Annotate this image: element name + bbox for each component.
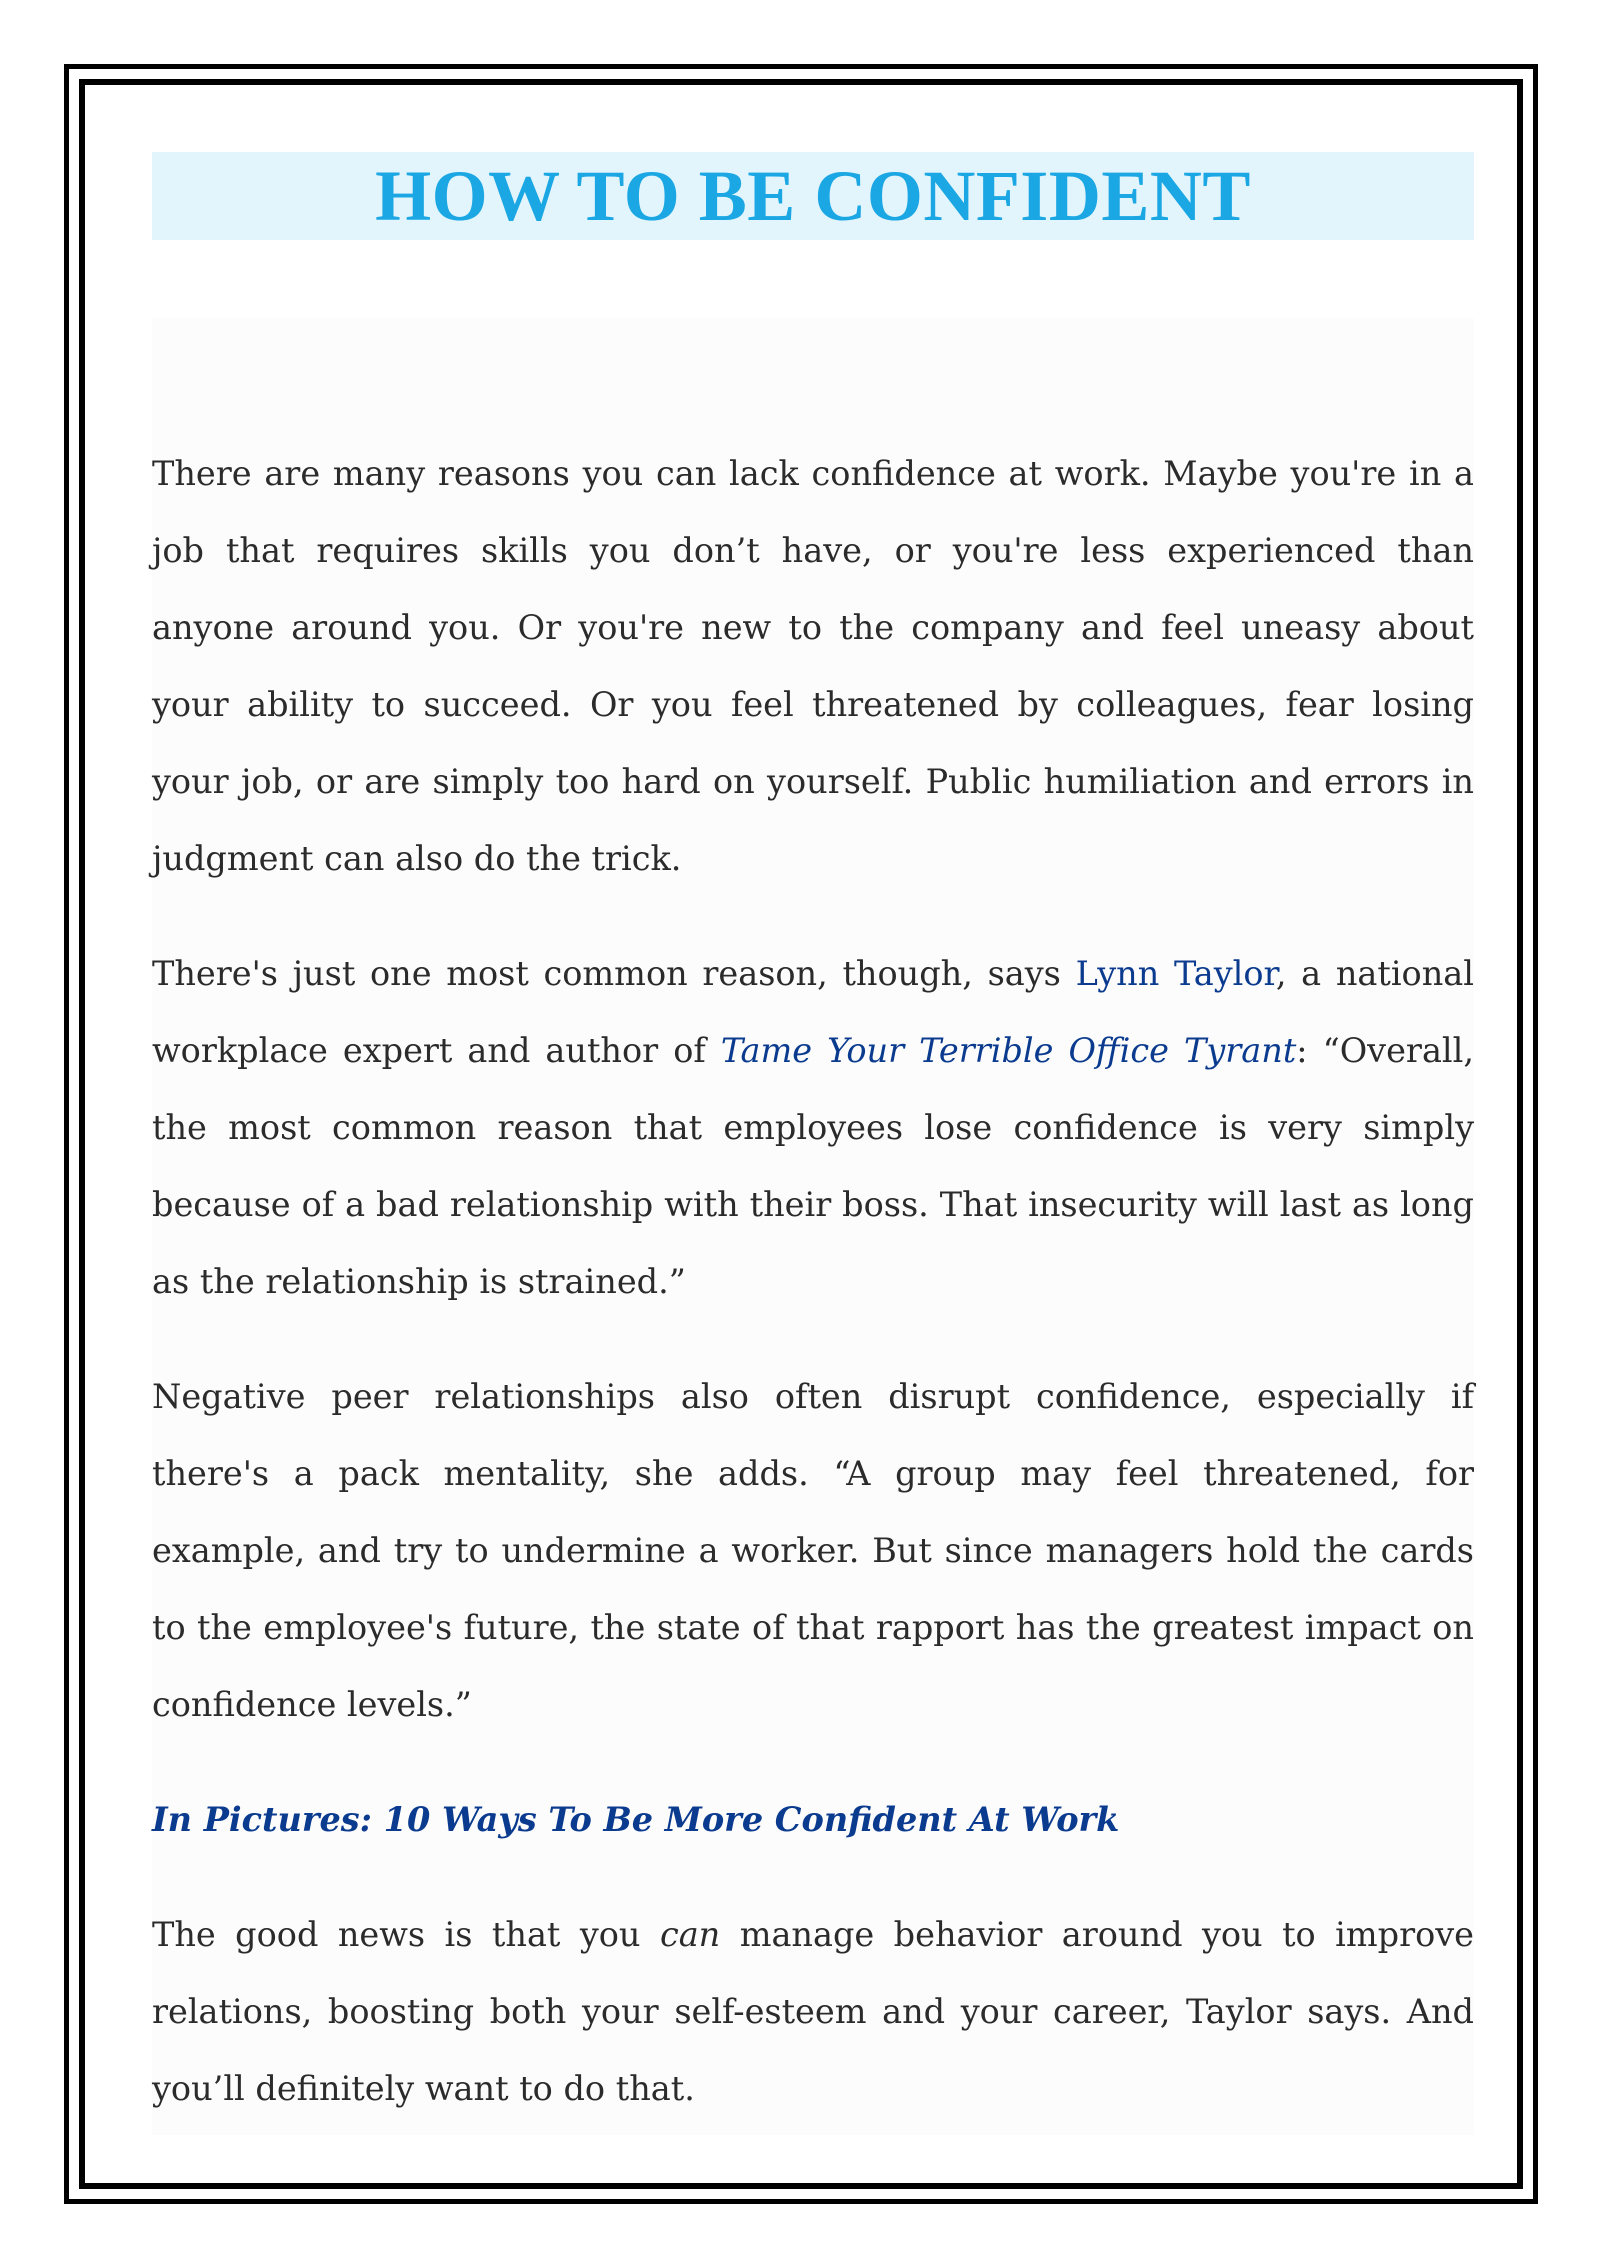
- paragraph-text: : “Overall, the most common reason that employees lose confidence is very simply because of a bad relationship with their boss. That insecurity will last as long as the relationship is strained.”: [152, 1031, 1474, 1301]
- lynn-taylor-link[interactable]: Lynn Taylor: [1075, 954, 1276, 993]
- emphasis-text: can: [659, 1915, 721, 1954]
- paragraph-text: There's just one most common reason, though, says: [152, 954, 1076, 993]
- paragraph-good-news: [152, 1896, 1474, 2127]
- paragraph-text: , a national workplace expert and author of: [152, 954, 1474, 1070]
- title-banner: [152, 152, 1474, 240]
- article-body: [152, 318, 1474, 2135]
- paragraph-text: The good news is that you: [152, 1915, 660, 1954]
- in-pictures-link[interactable]: In Pictures: 10 Ways To Be More Confident At Work: [152, 1800, 1120, 1839]
- paragraph-reasons: There are many reasons you can lack confidence at work. Maybe you're in a job that requires skills you don’t have, or you're less experienced than anyone around you. Or you're new to the company and feel uneasy about your ability to succeed. Or you feel threatened by colleagues, fear losing your job, or are simply too hard on yourself. Public humiliation and errors in judgment can also do the trick.: [152, 454, 1474, 878]
- paragraph-text: manage behavior around you to improve relations, boosting both your self-esteem and your career, Taylor says. And you’ll definitely want to do that.: [152, 1915, 1474, 2108]
- paragraph-common-reason: [152, 935, 1474, 1320]
- paragraph-peer-relationships: Negative peer relationships also often disrupt confidence, especially if there's a pack mentality, she adds. “A group may feel threatened, for example, and try to undermine a worker. But since managers hold the cards to the employee's future, the state of that rapport has the greatest impact on confidence levels.”: [152, 1377, 1474, 1724]
- page-title: HOW TO BE CONFIDENT: [375, 156, 1251, 236]
- document-content: [152, 152, 1474, 2135]
- book-title-link[interactable]: Tame Your Terrible Office Tyrant: [720, 1031, 1297, 1070]
